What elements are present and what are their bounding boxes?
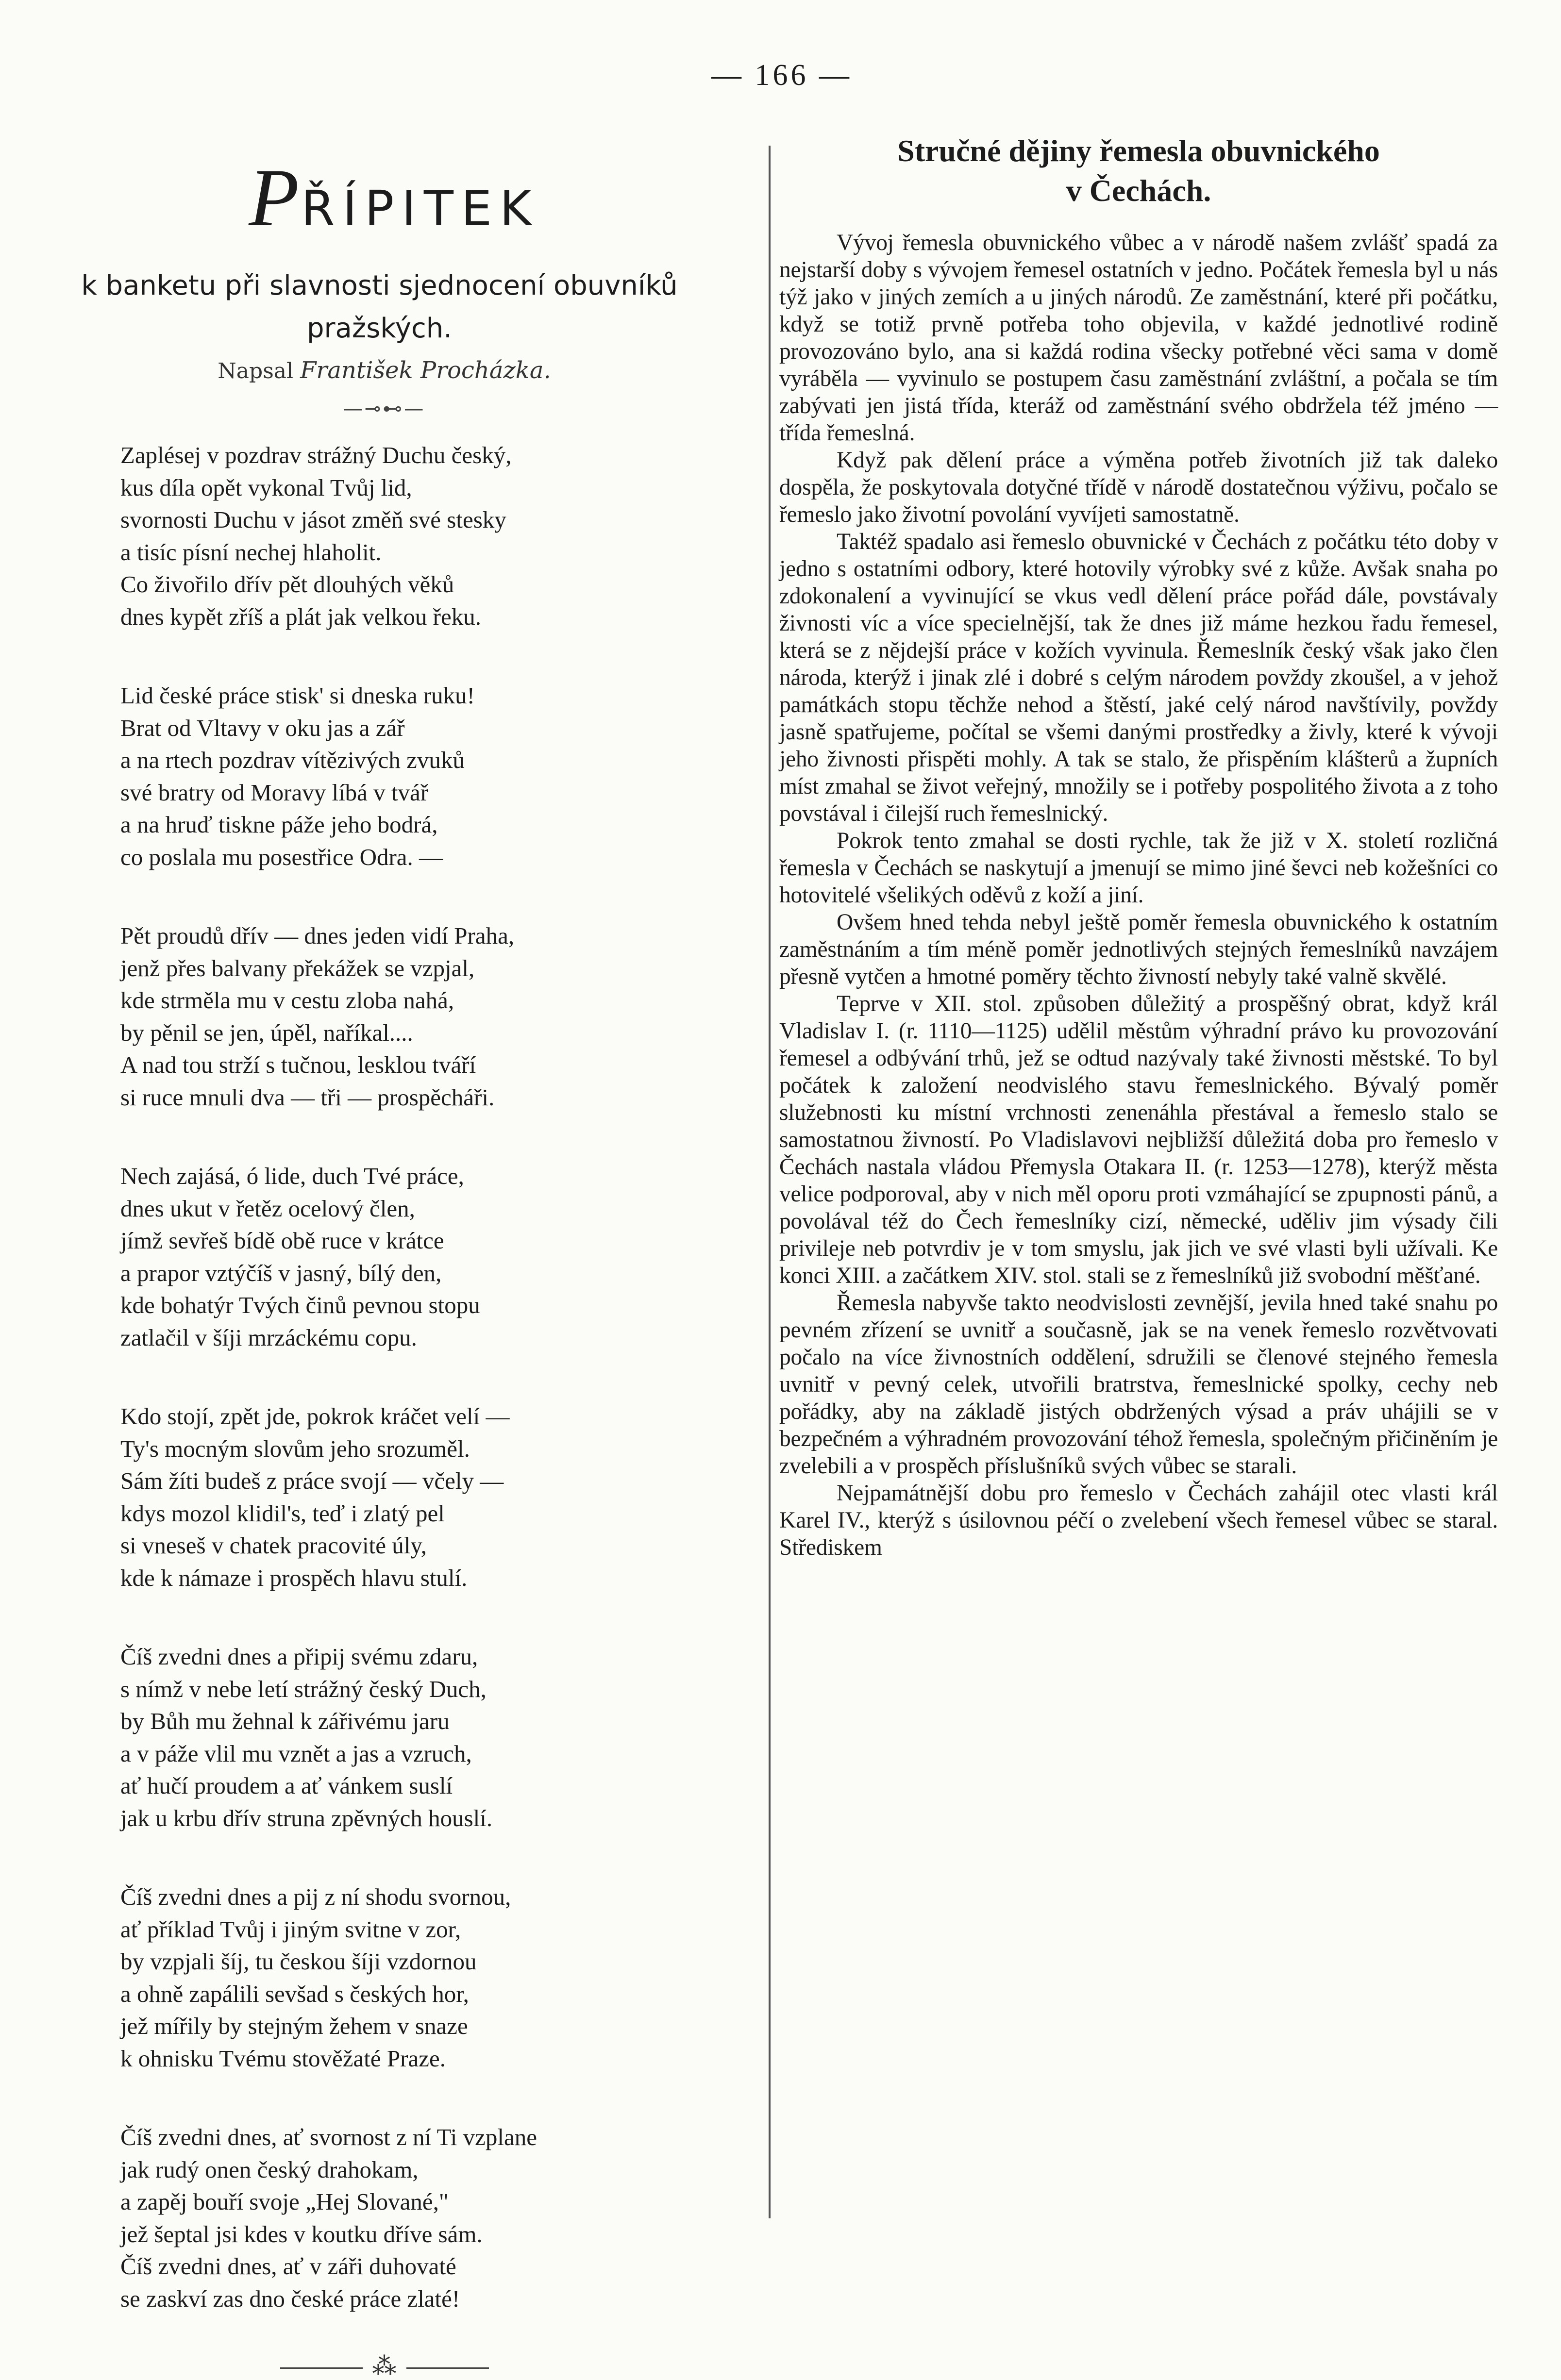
poem-line: Číš zvedni dnes, ať v záři duhovaté [120, 2253, 456, 2280]
poem-line: dnes kypět zříš a plát jak velkou řeku. [120, 603, 481, 630]
poem-line: kde k námaze i prospěch hlavu stulí. [120, 1564, 468, 1591]
poem-line: Brat od Vltavy v oku jas a zář [120, 714, 405, 741]
article-title-line2: v Čechách. [1066, 173, 1211, 208]
poem-line: Sám žíti budeš z práce svojí — včely — [120, 1467, 504, 1494]
poem-line: jak rudý onen český drahokam, [120, 2156, 419, 2183]
poem-line: a zapěj bouří svoje „Hej Slované," [120, 2188, 449, 2215]
poem-line: Lid české práce stisk' si dneska ruku! [120, 682, 475, 709]
poem-line: a tisíc písní nechej hlaholit. [120, 538, 382, 566]
article-paragraph: Vývoj řemesla obuvnického vůbec a v národě našem zvlášť spadá za nejstarší doby s vývojem řemesel ostatních v jedno. Počátek řemesla byl u nás týž jako v jiných zemích a u jiných národů. Ze zaměstnání, které při počátku, když se totiž prvně potřeba toho objevila, v každé jednotlivé rodině provozováno bylo, ana si každá rodina všecky potřebné věci sama v domě vyráběla — vyvinulo se postupem času zaměstnání zvláštní, a počala se tím zabývati jen jistá třída, kteráž od zaměstnání svého obdržela též jméno — třída řemeslná. [779, 230, 1498, 446]
poem-line: ať hučí proudem a ať vánkem suslí [120, 1772, 453, 1799]
article-title [779, 131, 1498, 211]
poem-line: A nad tou strží s tučnou, lesklou tváří [120, 1051, 476, 1078]
poem-stanza [120, 680, 696, 873]
poem-line: se zaskví zas dno české práce zlaté! [120, 2285, 460, 2312]
end-ornament [0, 2352, 769, 2380]
poem-line: a na hruď tiskne páže jeho bodrá, [120, 811, 438, 838]
poem-line: Číš zvedni dnes a pij z ní shodu svornou, [120, 1883, 511, 1910]
poem-stanza [120, 1160, 696, 1354]
poem-line: Pět proudů dřív — dnes jeden vidí Praha, [120, 922, 515, 949]
poem-line: s nímž v nebe letí strážný český Duch, [120, 1675, 487, 1702]
poem-line: k ohnisku Tvému stověžaté Praze. [120, 2045, 446, 2072]
poem-stanza [120, 1400, 696, 1594]
article-column [779, 131, 1498, 1561]
poem-line: kde strměla mu v cestu zloba nahá, [120, 987, 454, 1014]
poem-line: jenž přes balvany překážek se vzpjal, [120, 954, 475, 982]
poem-line: Číš zvedni dnes, ať svornost z ní Ti vzplane [120, 2124, 537, 2150]
poem-line: a prapor vztýčíš v jasný, bílý den, [120, 1259, 442, 1286]
poem-line: a ohně zapálili sevšad s českých hor, [120, 1980, 469, 2007]
poem-line: by pěnil se jen, úpěl, naříkal.... [120, 1019, 413, 1046]
poem-line: co poslala mu posestřice Odra. — [120, 843, 443, 870]
article-paragraph: Teprve v XII. stol. způsoben důležitý a prospěšný obrat, když král Vladislav I. (r. 1110—1125) udělil městům výhradní právo ku provozování řemesel a odbývání trhů, jež se odtud nazývaly také živnosti městské. To byl počátek k založení neodvislého stavu řemeslnického. Bývalý poměr služebnosti ku místní vrchnosti zenenáhla přestával a řemeslo stalo se samostatnou živností. Po Vladislavovi nejbližší důležitá doba pro řemeslo v Čechách nastala vládou Přemysla Otakara II. (r. 1253—1278), kterýž města velice podporoval, aby v nich měl oporu proti vzmáhající se zpupnosti pánů, a povolával též do Čech řemeslníky cizí, německé, uděliv jim výsady čili privileje neb potvrdiv je v tom smyslu, jak jich ve své vlasti byli užívali. Ke konci XIII. a začátkem XIV. stol. stali se z řemeslníků již svobodní měšťané. [779, 991, 1498, 1288]
poem-column [0, 121, 769, 2380]
poem-title-initial: P [249, 152, 302, 243]
poem-line: svornosti Duchu v jásot změň své stesky [120, 506, 506, 533]
poem-line: a na rtech pozdrav vítězivých zvuků [120, 747, 465, 773]
article-body [779, 229, 1498, 1561]
poem-line: jež mířily by stejným žehem v snaze [120, 2013, 468, 2039]
author-name: František Procházka. [300, 357, 551, 384]
poem-subtitle: k banketu při slavnosti sjednocení obuvníků pražských. [81, 270, 678, 344]
article-paragraph: Nejpamátnější dobu pro řemeslo v Čechách zahájil otec vlasti král Karel IV., kterýž s úsilovnou péčí o zvelebení všech řemesel vůbec se staral. Střediskem [779, 1481, 1498, 1560]
poem-stanza [120, 1881, 696, 2075]
article-paragraph: Řemesla nabyvše takto neodvislosti zevnější, jevila hned také snahu po pevném zřízení se uvnitř a současně, jak se na venek řemeslo rozvětvovati počalo na více živnostních oddělení, sdružili se členové stejného řemesla uvnitř v pevný celek, utvořili bratrstva, řemeslnické spolky, cechy neb pořádky, aby na základě jistých obdržených výsad a práv uhájili se v bezpečném a výhradném provozování téhož řemesla, společným přičiněním je zvelebili a v prospěch příslušníků svých vůbec se starali. [779, 1290, 1498, 1479]
ornament-divider: —⊸⊷— [343, 398, 426, 420]
poem-line: a v páže vlil mu vznět a jas a vzruch, [120, 1740, 472, 1767]
poem-line: kde bohatýr Tvých činů pevnou stopu [120, 1292, 480, 1318]
poem-line: Co živořilo dřív pět dlouhých věků [120, 571, 454, 598]
poem-line: Zaplésej v pozdrav strážný Duchu český, [120, 442, 512, 468]
poem-line: jež šeptal jsi kdes v koutku dříve sám. [120, 2220, 483, 2247]
poem-line: Číš zvedni dnes a připij svému zdaru, [120, 1643, 478, 1670]
poem-line: kdys mozol klidil's, teď i zlatý pel [120, 1499, 445, 1527]
column-divider [769, 146, 771, 2218]
poem-line: si vneseš v chatek pracovité úly, [120, 1532, 427, 1559]
poem-line: zatlačil v šíji mrzáckému copu. [120, 1324, 417, 1351]
poem-stanza [120, 2121, 696, 2315]
poem-line: své bratry od Moravy líbá v tvář [120, 779, 429, 806]
article-paragraph: Ovšem hned tehda nebyl ještě poměr řemesla obuvnického k ostatním zaměstnáním a tím méně poměr jednotlivých stejných řemeslníků navzájem přesně vytčen a hmotné poměry těchto živností nebyly také valně skvělé. [779, 910, 1498, 989]
author-prefix: Napsal [218, 359, 294, 383]
poem-stanza [120, 920, 696, 1114]
poem-line: Ty's mocným slovům jeho srozuměl. [120, 1435, 470, 1462]
end-rule-right [406, 2367, 489, 2369]
page-number: — 166 — [711, 59, 852, 92]
poem-line: by Bůh mu žehnal k zářivému jaru [120, 1708, 450, 1734]
poem-line: by vzpjali šíj, tu českou šíji vzdornou [120, 1948, 477, 1975]
poem-line: kus díla opět vykonal Tvůj lid, [120, 474, 412, 501]
poem-stanza [120, 439, 696, 633]
poem-line: si ruce mnuli dva — tři — prospěcháři. [120, 1083, 495, 1111]
article-paragraph: Když pak dělení práce a výměna potřeb životních již tak daleko dospěla, že poskytovala dotyčné třídě v národě dostatečnou výživu, počalo se řemeslo jako životní povolání vyvíjeti samostatně. [779, 448, 1498, 527]
end-ornament-glyph: ⁂ [372, 2352, 397, 2380]
end-rule-left [280, 2367, 363, 2369]
article-paragraph: Taktéž spadalo asi řemeslo obuvnické v Čechách z počátku této doby v jedno s ostatními odbory, které hotovily výrobky své z kůže. Avšak snaha po zdokonalení a vyvinující se vkus vedl dělení práce pořád dále, povstávaly živnosti víc a více specielnější, tak že dnes již máme hezkou řadu řemesel, která se z nějdejší práce v kožích vyvinula. Řemeslník český však jako člen národa, kterýž i jinak zlé i dobré s celým národem povždy zkoušel, a v jehož památkách stopu těchže nehod a štěstí, jaké celý národ navštívily, povždy jasně spatřujeme, počítal se všemi danými prostředky a živly, které k vývoji jeho živnosti přispěti mohly. A tak se stalo, že přispěním klášterů a župních míst zmahal se život veřejný, množily se i potřeby pospolitého života a z toho povstával i čilejší ruch řemeslnický. [779, 529, 1498, 826]
poem-line: Kdo stojí, zpět jde, pokrok kráčet velí — [120, 1403, 510, 1430]
poem-title [0, 150, 769, 245]
poem-line: jímž sevřeš bídě obě ruce v krátce [120, 1227, 444, 1254]
poem-stanzas [120, 439, 696, 2315]
poem-line: jak u krbu dřív struna zpěvných houslí. [120, 1804, 493, 1831]
article-title-line1: Stručné dějiny řemesla obuvnického [897, 133, 1380, 168]
article-paragraph: Pokrok tento zmahal se dosti rychle, tak že již v X. století rozličná řemesla v Čechách se naskytují a jmenují se mimo jiné ševci neb kožešníci co hotovitelé všelikých oděvů z koží a jiní. [779, 828, 1498, 908]
poem-stanza [120, 1641, 696, 1834]
poem-author [0, 357, 769, 384]
poem-title-rest: ŘÍPITEK [301, 180, 539, 237]
poem-line: Nech zajásá, ó lide, duch Tvé práce, [120, 1163, 464, 1189]
poem-line: ať příklad Tvůj i jiným svitne v zor, [120, 1915, 461, 1943]
poem-line: dnes ukut v řetěz ocelový člen, [120, 1195, 415, 1222]
